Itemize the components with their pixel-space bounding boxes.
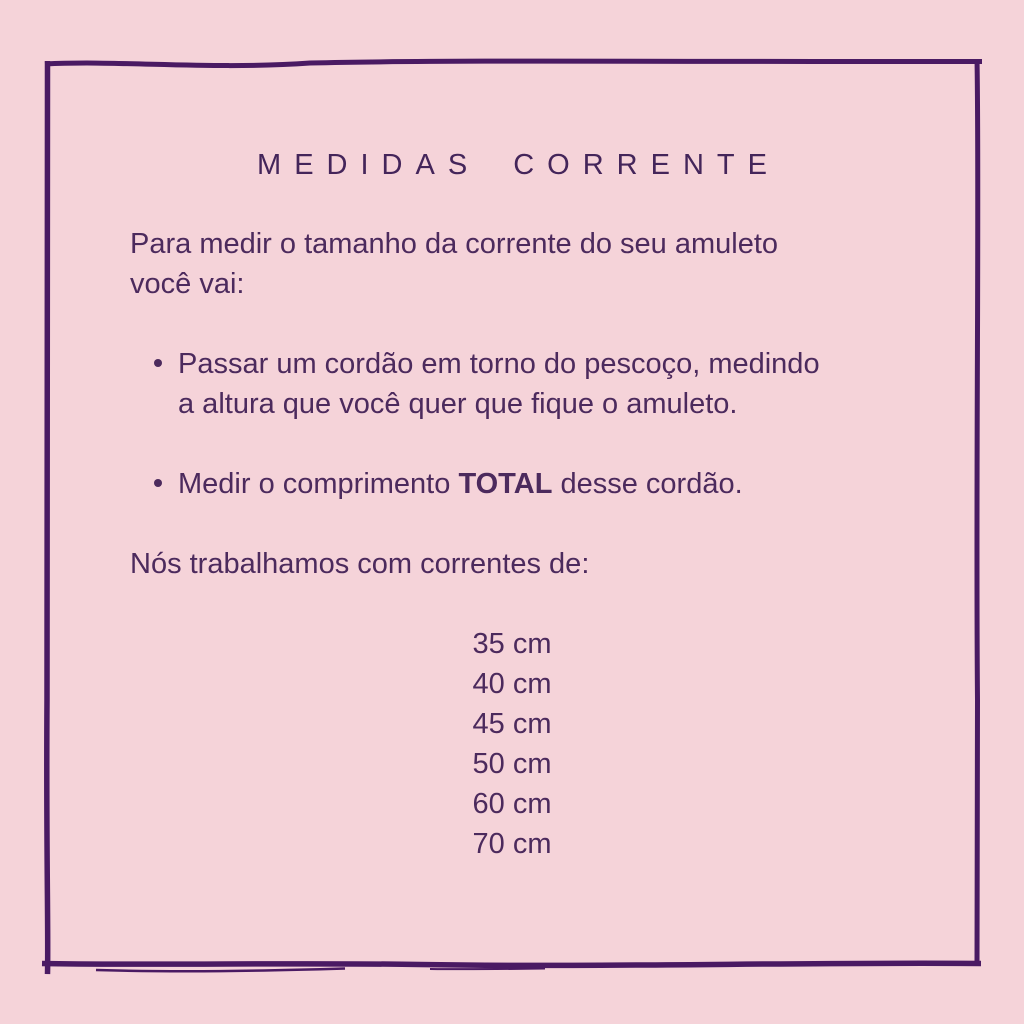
- bullet2-emphasis: TOTAL: [458, 468, 553, 500]
- frame-bottom-line: [42, 963, 981, 965]
- chain-length-item: 40 cm: [472, 668, 552, 700]
- bullet1-line-1: Passar um cordão em torno do pescoço, medindo: [178, 348, 820, 380]
- frame-bottom-sketch-stroke-2: [430, 969, 545, 970]
- bullet2-prefix: Medir o comprimento: [178, 468, 459, 500]
- list-item-measure-total: [178, 464, 820, 504]
- instruction-list: [178, 344, 820, 504]
- bullet2-suffix: desse cordão.: [552, 468, 743, 500]
- chain-length-item: 50 cm: [472, 748, 552, 780]
- bullet-dot-icon: [154, 359, 162, 367]
- frame-top-line: [45, 61, 982, 65]
- chain-length-item: 35 cm: [472, 628, 552, 660]
- chain-length-item: 45 cm: [472, 708, 552, 740]
- chain-length-list: [0, 624, 1024, 864]
- intro-line-2: você vai:: [130, 268, 245, 300]
- intro-text: [130, 224, 778, 304]
- chain-length-item: 70 cm: [472, 828, 552, 860]
- page-title: MEDIDAS CORRENTE: [257, 149, 780, 181]
- list-item-measure-neck: [178, 344, 820, 424]
- chain-length-item: 60 cm: [472, 788, 552, 820]
- chains-label: Nós trabalhamos com correntes de:: [130, 548, 590, 580]
- bullet-dot-icon: [154, 479, 162, 487]
- frame-bottom-sketch-stroke: [96, 969, 345, 972]
- bullet1-line-2: a altura que você quer que fique o amuleto.: [178, 388, 738, 420]
- intro-line-1: Para medir o tamanho da corrente do seu amuleto: [130, 228, 779, 260]
